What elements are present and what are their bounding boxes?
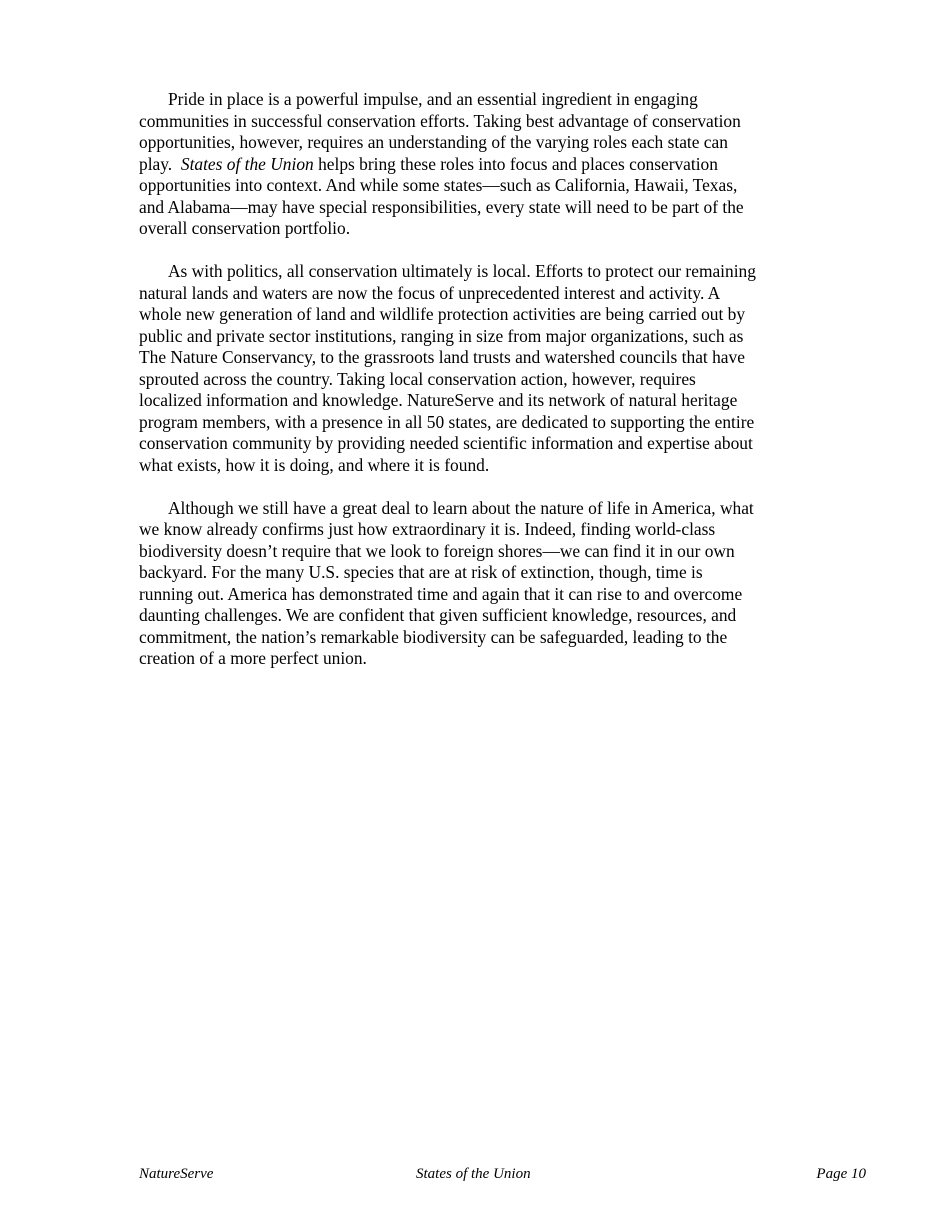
text-line: The Nature Conservancy, to the grassroots land trusts and watershed councils that have xyxy=(139,347,745,367)
text-line: As with politics, all conservation ultimately is local. Efforts to protect our remaining xyxy=(168,261,756,281)
text-line: public and private sector institutions, ranging in size from major organizations, such as xyxy=(139,325,744,346)
document-body xyxy=(139,89,809,691)
text-fragment: helps bring these roles into focus and places conservation xyxy=(318,153,718,174)
report-title-italic: States of the Union xyxy=(180,153,314,174)
text-line: opportunities into context. And while some states—such as California, Hawaii, Texas, xyxy=(139,175,738,195)
text-line: communities in successful conservation efforts. Taking best advantage of conservation xyxy=(139,110,741,131)
text-line: sprouted across the country. Taking local conservation action, however, requires xyxy=(139,368,696,389)
text-line: running out. America has demonstrated time and again that it can rise to and overcome xyxy=(139,583,743,604)
text-line: localized information and knowledge. NatureServe and its network of natural heritage xyxy=(139,390,738,410)
text-line-with-title xyxy=(139,154,809,176)
footer-organization: NatureServe xyxy=(139,1166,214,1182)
text-line: biodiversity doesn’t require that we look to foreign shores—we can find it in our own xyxy=(139,540,735,561)
text-line: Although we still have a great deal to learn about the nature of life in America, what xyxy=(168,497,754,518)
footer-report-title: States of the Union xyxy=(416,1166,531,1182)
text-line: daunting challenges. We are confident that given sufficient knowledge, resources, and xyxy=(139,605,737,625)
text-line: opportunities, however, requires an understanding of the varying roles each state can xyxy=(139,132,728,152)
text-line: and Alabama—may have special responsibilities, every state will need to be part of the xyxy=(139,196,744,217)
text-line: overall conservation portfolio. xyxy=(139,218,351,238)
text-line: natural lands and waters are now the focus of unprecedented interest and activity. A xyxy=(139,282,721,303)
text-line: whole new generation of land and wildlife protection activities are being carried out by xyxy=(139,304,746,324)
text-line: creation of a more perfect union. xyxy=(139,648,367,668)
text-line: we know already confirms just how extraordinary it is. Indeed, finding world-class xyxy=(139,519,716,539)
paragraph-biodiversity-america xyxy=(139,498,809,670)
page-footer xyxy=(139,1166,866,1186)
text-line: what exists, how it is doing, and where it is found. xyxy=(139,454,490,475)
paragraph-local-conservation xyxy=(139,261,809,476)
text-line: conservation community by providing needed scientific information and expertise about xyxy=(139,433,753,453)
footer-page-number: Page 10 xyxy=(816,1166,866,1182)
paragraph-pride-in-place xyxy=(139,89,809,240)
text-line: program members, with a presence in all 50 states, are dedicated to supporting the entire xyxy=(139,411,755,432)
text-line: Pride in place is a powerful impulse, and an essential ingredient in engaging xyxy=(168,89,698,109)
text-line: commitment, the nation’s remarkable biodiversity can be safeguarded, leading to the xyxy=(139,626,728,647)
text-line: backyard. For the many U.S. species that are at risk of extinction, though, time is xyxy=(139,562,703,582)
text-fragment: play. xyxy=(139,153,173,174)
